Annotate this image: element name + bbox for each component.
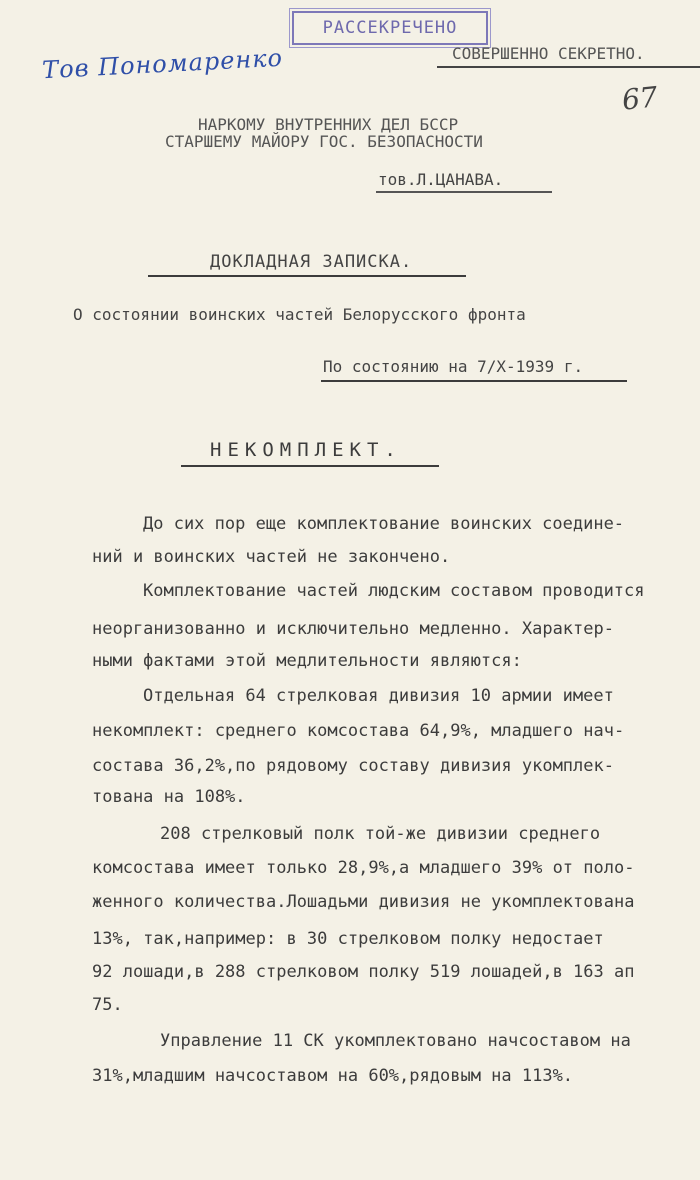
section-heading-underline	[181, 465, 439, 467]
recipient-line-1: НАРКОМУ ВНУТРЕННИХ ДЕЛ БССР	[198, 115, 459, 134]
section-heading: НЕКОМПЛЕКТ.	[210, 439, 402, 461]
body-line: ными фактами этой медлительности являются:	[92, 651, 522, 671]
document-subject: О состоянии воинских частей Белорусского фронта	[73, 305, 526, 324]
body-line: женного количества.Лошадьми дивизия не укомплектована	[92, 892, 635, 912]
body-line: 92 лошади,в 288 стрелковом полку 519 лошадей,в 163 ап	[92, 962, 635, 982]
body-line: 208 стрелковый полк той-же дивизии среднего	[160, 824, 601, 844]
handwritten-addressee: Тов Пономаренко	[41, 43, 284, 85]
classification-label: СОВЕРШЕННО СЕКРЕТНО.	[452, 44, 645, 63]
as-of-underline	[321, 380, 627, 382]
classification-underline	[437, 66, 700, 68]
recipient-line-2: СТАРШЕМУ МАЙОРУ ГОС. БЕЗОПАСНОСТИ	[165, 132, 483, 151]
body-line: 13%, так,например: в 30 стрелковом полку недостает	[92, 929, 604, 949]
body-line: тована на 108%.	[92, 787, 246, 807]
body-line: 75.	[92, 995, 123, 1015]
recipient-underline	[376, 191, 552, 193]
body-line: Отдельная 64 стрелковая дивизия 10 армии имеет	[143, 686, 614, 706]
declassified-stamp: РАССЕКРЕЧЕНО	[292, 11, 488, 45]
as-of-date: По состоянию на 7/Х-1939 г.	[323, 357, 584, 376]
body-line: некомплект: среднего комсостава 64,9%, младшего нач-	[92, 721, 625, 741]
body-line: Комплектование частей людским составом проводится	[143, 581, 645, 601]
body-line: ний и воинских частей не закончено.	[92, 547, 451, 567]
document-title: ДОКЛАДНАЯ ЗАПИСКА.	[210, 252, 413, 272]
body-line: 31%,младшим начсоставом на 60%,рядовым на 113%.	[92, 1066, 574, 1086]
body-line: неорганизованно и исключительно медленно. Характер-	[92, 619, 614, 639]
body-line: состава 36,2%,по рядовому составу дивизия укомплек-	[92, 756, 614, 776]
body-line: До сих пор еще комплектование воинских соедине-	[143, 514, 625, 534]
document-title-underline	[148, 275, 466, 277]
body-line: Управление 11 СК укомплектовано начсоставом на	[160, 1031, 631, 1051]
body-line: комсостава имеет только 28,9%,а младшего 39% от поло-	[92, 858, 635, 878]
page-number: 67	[620, 80, 660, 117]
recipient-line-3: тов.Л.ЦАНАВА.	[378, 170, 504, 189]
